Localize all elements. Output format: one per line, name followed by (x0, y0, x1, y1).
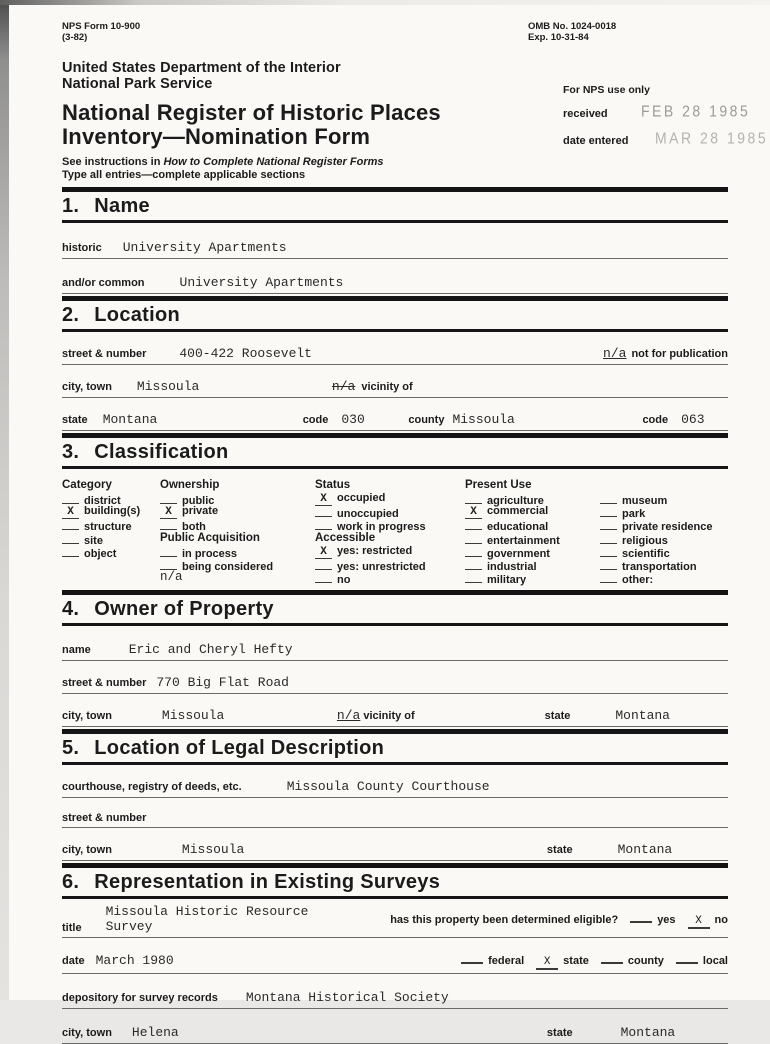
section-6-title: Representation in Existing Surveys (94, 871, 441, 894)
state-code-label: code (302, 414, 329, 426)
classification-checkbox-item (315, 492, 465, 505)
checkbox-blank (315, 505, 332, 517)
checkbox-label: in process (182, 547, 238, 560)
county-code-label: code (642, 414, 669, 426)
classification-subheader: Accessible (315, 531, 376, 544)
classification-checkbox-item (62, 505, 160, 518)
street-label: street & number (62, 348, 147, 360)
historic-value: University Apartments (122, 240, 287, 255)
received-label: received (563, 108, 608, 120)
classification-checkbox-item (465, 545, 600, 558)
classification-column-header: Category (62, 479, 112, 491)
checkbox-blank (160, 545, 177, 557)
checkbox-blank (465, 492, 482, 504)
checkbox-label: park (622, 508, 646, 521)
county-checkbox (601, 951, 623, 964)
checkbox-blank (465, 545, 482, 557)
classification-checkbox-item (465, 492, 600, 505)
eligible-no-checkbox: X (688, 916, 710, 929)
classification-checkbox-item (62, 532, 160, 545)
classification-column-header (600, 478, 728, 492)
classification-checkbox-item (600, 532, 728, 545)
county-value: Missoula (452, 412, 515, 427)
form-number-block (62, 21, 140, 43)
classification-column (62, 478, 160, 584)
checkbox-label: yes: restricted (337, 544, 413, 557)
form-title-line1: National Register of Historic Places (62, 100, 441, 125)
legal-city-value: Missoula (181, 842, 245, 858)
form-revision: (3-82) (62, 32, 88, 43)
depository-row (62, 990, 728, 1009)
classification-checkbox-item (600, 558, 728, 571)
survey-city-value: Helena (131, 1025, 179, 1041)
local-check-label: local (702, 955, 728, 968)
checkbox-label: private residence (622, 521, 713, 534)
checkbox-label: transportation (622, 560, 697, 573)
section-5-number: 5. (62, 737, 80, 760)
checkbox-blank: X (315, 494, 332, 506)
street-number-row (62, 346, 728, 365)
survey-state-label: state (546, 1027, 573, 1040)
classification-checkbox-item (600, 545, 728, 558)
checkbox-label: district (84, 495, 121, 507)
classification-column (465, 478, 600, 587)
owner-name-label: name (62, 644, 91, 657)
agency-title: National Park Service (62, 76, 213, 92)
eligible-no-label: no (714, 914, 728, 927)
checkbox-blank (315, 571, 332, 583)
survey-title-label: title (62, 922, 82, 935)
checkbox-blank (600, 505, 617, 517)
county-check-label: county (627, 955, 664, 968)
section-1-number: 1. (62, 195, 80, 217)
checkbox-blank (160, 558, 177, 570)
not-for-publication-label: not for publication (631, 348, 728, 360)
checkbox-label: structure (84, 521, 132, 534)
legal-state-value: Montana (617, 842, 673, 858)
checkbox-blank: X (62, 507, 79, 519)
owner-vicinity-label: vicinity of (363, 710, 415, 723)
checkbox-label: both (182, 521, 206, 534)
owner-name-row (62, 642, 728, 661)
classification-checkbox-item (600, 492, 728, 505)
county-label: county (408, 414, 445, 426)
checkbox-blank (160, 518, 177, 530)
section-6-heading (62, 863, 728, 899)
vicinity-na: n/a (331, 379, 356, 394)
classification-checkbox-item (160, 505, 315, 518)
classification-checkbox-item (465, 532, 600, 545)
section-5-title: Location of Legal Description (94, 737, 385, 760)
city-town-row (62, 379, 728, 398)
classification-checkbox-item (600, 518, 728, 534)
common-label: and/or common (62, 277, 145, 289)
checkbox-label: agriculture (487, 495, 544, 507)
classification-checkbox-item (160, 518, 315, 534)
checkbox-blank (600, 532, 617, 544)
survey-title-value-line2: Survey (105, 918, 153, 934)
classification-column (315, 478, 465, 587)
section-4-title: Owner of Property (94, 598, 274, 621)
form-title-line2: Inventory—Nomination Form (62, 123, 371, 149)
classification-column (600, 478, 728, 587)
checkbox-blank (62, 518, 79, 530)
date-entered-stamp: MAR 28 1985 (655, 129, 769, 147)
form-number: NPS Form 10-900 (62, 21, 141, 32)
classification-checkbox-item (465, 571, 600, 587)
section-3-heading (62, 433, 728, 469)
courthouse-row (62, 779, 728, 798)
checkbox-label: public (182, 495, 215, 507)
checkbox-blank (62, 545, 79, 557)
instructions-line2: Type all entries—complete applicable sections (62, 168, 306, 181)
checkbox-label: no (337, 574, 351, 587)
state-value: Montana (102, 412, 158, 427)
section-6-number: 6. (62, 871, 80, 894)
vicinity-label: vicinity of (361, 381, 413, 393)
survey-date-row (62, 951, 728, 974)
classification-column-header: Ownership (160, 479, 220, 491)
checkbox-blank (465, 518, 482, 530)
omb-block (528, 21, 728, 43)
survey-date-label: date (62, 955, 85, 968)
checkbox-blank (315, 558, 332, 570)
classification-typed-value: n/a (160, 570, 183, 585)
survey-city-label: city, town (62, 1027, 112, 1040)
section-3-number: 3. (62, 441, 80, 463)
owner-street-row (62, 675, 728, 694)
depository-label: depository for survey records (62, 992, 218, 1005)
section-3-title: Classification (94, 441, 229, 463)
checkbox-label: private (182, 505, 219, 518)
city-label: city, town (62, 381, 112, 393)
local-checkbox (676, 951, 698, 964)
section-5-heading (62, 729, 728, 765)
checkbox-label: occupied (337, 492, 386, 504)
checkbox-label: educational (487, 521, 549, 534)
checkbox-blank: X (315, 547, 332, 559)
classification-checkbox-item (62, 545, 160, 558)
eligible-yes-checkbox (630, 910, 652, 923)
omb-expiration: Exp. 10-31-84 (528, 32, 589, 43)
legal-street-row (62, 812, 728, 828)
section-4-heading (62, 590, 728, 626)
owner-state-value: Montana (615, 708, 670, 724)
classification-checkbox-item (465, 518, 600, 534)
checkbox-blank (600, 571, 617, 583)
state-checkbox: X (536, 957, 558, 970)
classification-grid (62, 478, 728, 590)
courthouse-value: Missoula County Courthouse (286, 779, 490, 795)
common-value: University Apartments (179, 275, 344, 290)
courthouse-label: courthouse, registry of deeds, etc. (62, 781, 242, 794)
classification-checkbox-item (160, 558, 315, 571)
checkbox-blank (62, 532, 79, 544)
eligible-question: has this property been determined eligible? (390, 914, 619, 927)
classification-checkbox-item (315, 505, 465, 521)
checkbox-blank (465, 558, 482, 570)
survey-title-row (62, 905, 728, 938)
state-code-value: 030 (341, 412, 365, 427)
federal-checkbox (461, 951, 483, 964)
legal-street-label: street & number (62, 812, 147, 825)
legal-city-label: city, town (62, 844, 112, 857)
nps-use-header: For NPS use only (563, 84, 650, 96)
survey-state-value: Montana (620, 1025, 676, 1041)
section-1-title: Name (94, 195, 150, 217)
historic-name-row (62, 240, 728, 259)
city-value: Missoula (136, 379, 200, 394)
checkbox-blank (62, 492, 79, 504)
classification-checkbox-item (160, 545, 315, 558)
survey-title-value-line1: Missoula Historic Resource (105, 904, 309, 920)
classification-checkbox-item (600, 505, 728, 521)
received-date-stamp: FEB 28 1985 (641, 102, 751, 120)
historic-label: historic (62, 242, 102, 254)
section-2-title: Location (94, 304, 181, 326)
checkbox-blank (600, 492, 617, 504)
checkbox-label: object (84, 547, 117, 560)
checkbox-label: unoccupied (337, 508, 399, 521)
county-code-value: 063 (681, 412, 705, 427)
common-name-row (62, 275, 728, 294)
legal-state-label: state (546, 844, 573, 857)
checkbox-blank (465, 571, 482, 583)
checkbox-blank (600, 518, 617, 530)
legal-city-row (62, 842, 728, 861)
owner-city-row (62, 708, 728, 727)
classification-checkbox-item (62, 518, 160, 534)
not-for-publication-na: n/a (603, 346, 627, 361)
checkbox-label: religious (622, 534, 668, 547)
eligible-yes-label: yes (657, 914, 676, 927)
classification-checkbox-item (62, 492, 160, 505)
department-title: United States Department of the Interior (62, 60, 341, 76)
date-entered-label: date entered (563, 135, 629, 147)
checkbox-label: other: (622, 574, 654, 587)
checkbox-blank (600, 558, 617, 570)
owner-street-label: street & number (62, 677, 147, 690)
checkbox-label: military (487, 574, 527, 587)
classification-checkbox-item (315, 518, 465, 534)
checkbox-label: being considered (182, 560, 274, 573)
owner-vicinity-na: n/a (336, 708, 361, 724)
checkbox-label: government (487, 547, 550, 560)
checkbox-label: entertainment (487, 534, 560, 547)
state-label: state (62, 414, 88, 426)
checkbox-label: industrial (487, 560, 537, 573)
section-4-number: 4. (62, 598, 80, 621)
section-2-number: 2. (62, 304, 80, 326)
checkbox-label: site (84, 534, 103, 547)
instructions-manual-title: How to Complete National Register Forms (163, 156, 384, 168)
classification-checkbox-item (160, 492, 315, 505)
section-2-heading (62, 296, 728, 332)
depository-value: Montana Historical Society (245, 990, 449, 1006)
owner-city-label: city, town (62, 710, 112, 723)
classification-checkbox-item (315, 545, 465, 558)
classification-subheader: Public Acquisition (160, 531, 260, 544)
omb-number: OMB No. 1024-0018 (528, 21, 617, 32)
checkbox-label: commercial (487, 505, 549, 518)
checkbox-blank (465, 532, 482, 544)
scan-edge-left (0, 0, 9, 1000)
federal-label: federal (488, 955, 525, 968)
classification-checkbox-item (315, 571, 465, 587)
checkbox-blank (600, 545, 617, 557)
section-1-heading (62, 187, 728, 223)
classification-checkbox-item (465, 558, 600, 571)
checkbox-label: work in progress (337, 521, 426, 534)
checkbox-blank: X (465, 507, 482, 519)
instructions-line1: See instructions in How to Complete National Register Forms (62, 156, 384, 168)
checkbox-label: building(s) (84, 505, 141, 518)
checkbox-blank (160, 492, 177, 504)
checkbox-label: scientific (622, 547, 670, 560)
classification-column-header: Status (315, 479, 351, 491)
owner-state-label: state (544, 710, 571, 723)
checkbox-blank (315, 518, 332, 530)
survey-city-row (62, 1025, 728, 1044)
owner-street-value: 770 Big Flat Road (156, 675, 289, 691)
state-county-row (62, 412, 728, 431)
classification-checkbox-item (465, 505, 600, 518)
classification-checkbox-item (315, 558, 465, 571)
state-check-label: state (563, 955, 589, 968)
classification-column-header: Present Use (465, 479, 532, 491)
owner-city-value: Missoula (161, 708, 225, 724)
classification-column (160, 478, 315, 584)
classification-checkbox-item (600, 571, 728, 587)
checkbox-label: yes: unrestricted (337, 560, 426, 573)
owner-name-value: Eric and Cheryl Hefty (128, 642, 293, 658)
street-value: 400-422 Roosevelt (179, 346, 312, 361)
survey-date-value: March 1980 (95, 953, 174, 969)
checkbox-blank: X (160, 507, 177, 519)
checkbox-label: museum (622, 495, 668, 507)
